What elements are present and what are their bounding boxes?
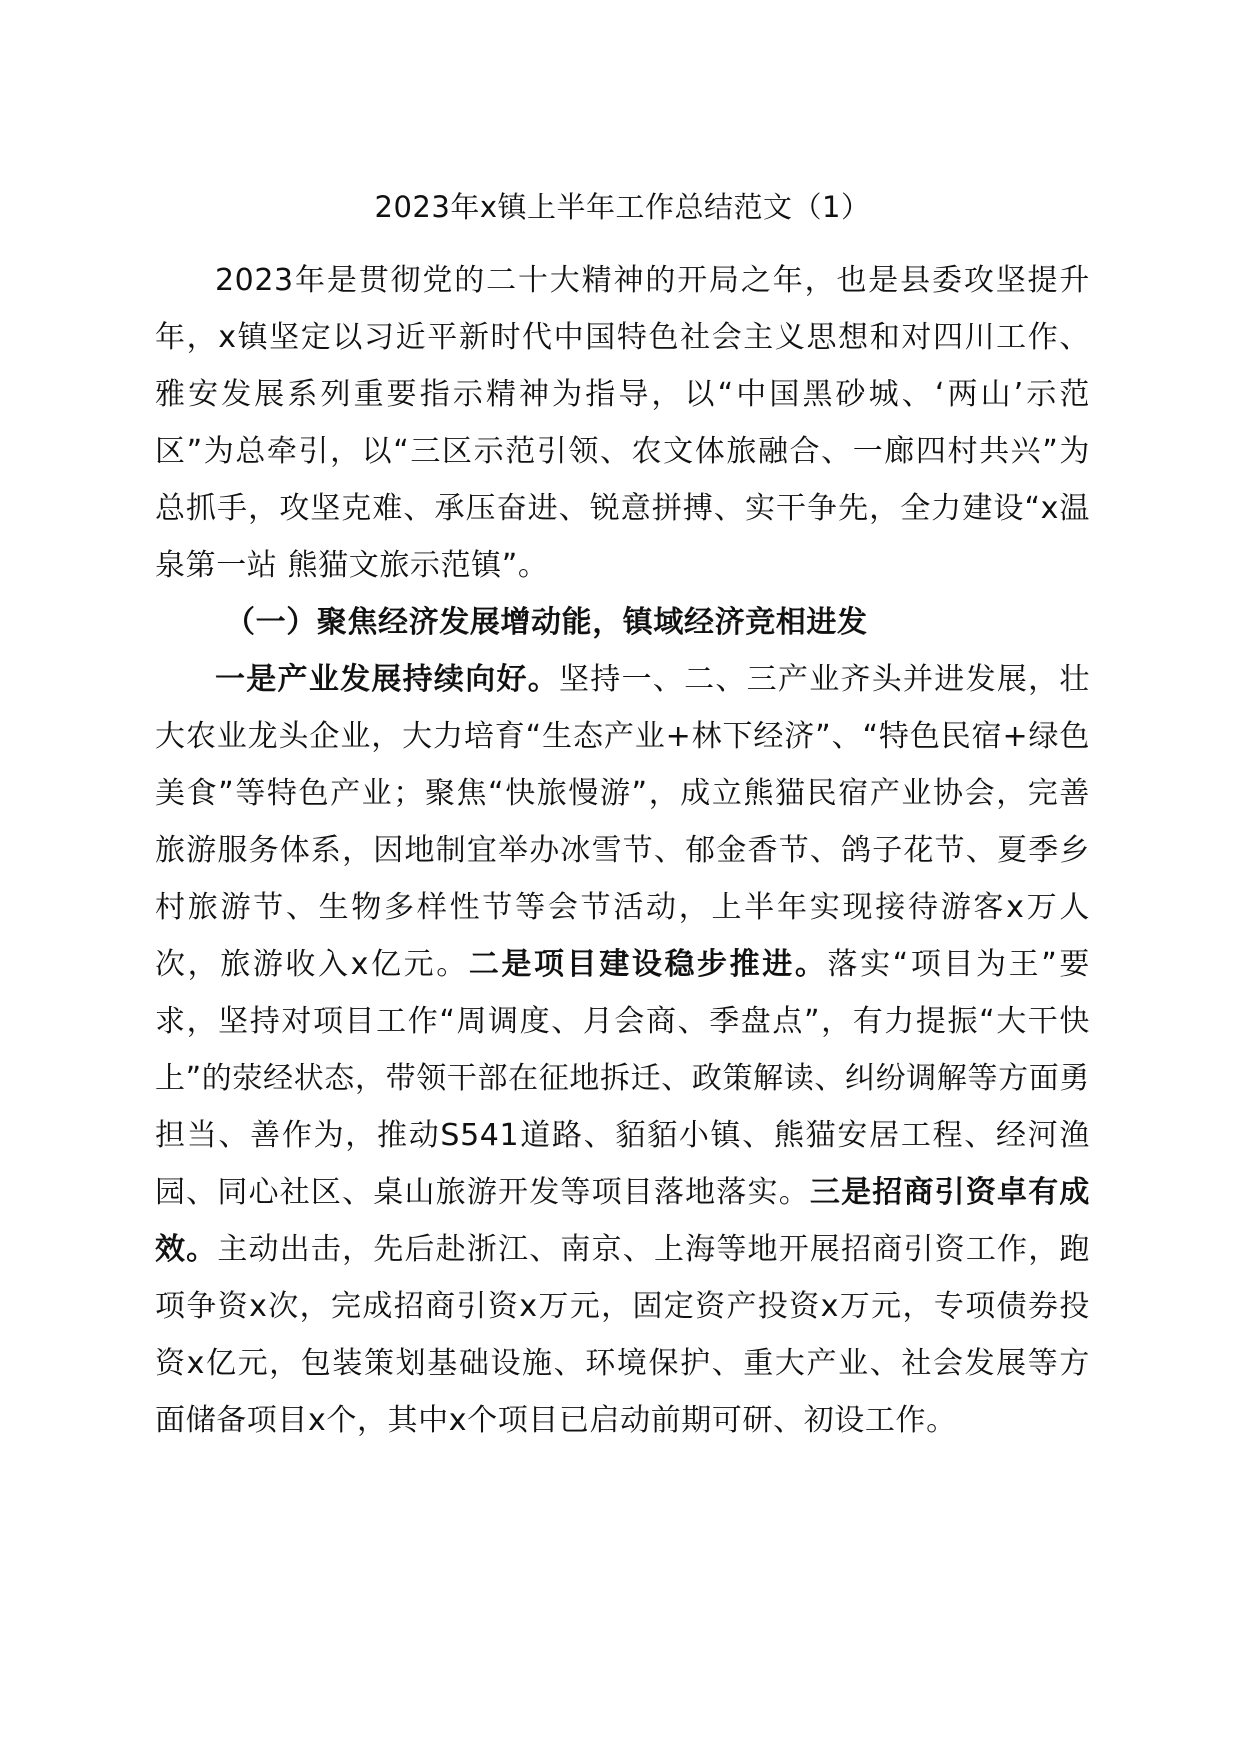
text-investment: 主动出击，先后赴浙江、南京、上海等地开展招商引资工作，跑项争资x次，完成招商引资x万元，固定资产投资x万元，专项债券投资x亿元，包装策划基础设施、环境保护、重大产业、社会发展等方面储备项目x个，其中x个项目已启动前期可研、初设工作。: [155, 1232, 1090, 1438]
section-body-paragraph: [155, 651, 1090, 1449]
lead-industry: 一是产业发展持续向好。: [215, 662, 560, 697]
lead-investment: 三是招商引资卓有成效。: [155, 1175, 1090, 1267]
intro-paragraph: 2023年是贯彻党的二十大精神的开局之年，也是县委攻坚提升年，x镇坚定以习近平新时代中国特色社会主义思想和对四川工作、雅安发展系列重要指示精神为指导，以“中国黑砂城、‘两山’示范区”为总牵引，以“三区示范引领、农文体旅融合、一廊四村共兴”为总抓手，攻坚克难、承压奋进、锐意拼搏、实干争先，全力建设“x温泉第一站 熊猫文旅示范镇”。: [155, 263, 1090, 583]
text-industry: 坚持一、二、三产业齐头并进发展，壮大农业龙头企业，大力培育“生态产业+林下经济”、“特色民宿+绿色美食”等特色产业；聚焦“快旅慢游”，成立熊猫民宿产业协会，完善旅游服务体系，因地制宜举办冰雪节、郁金香节、鸽子花节、夏季乡村旅游节、生物多样性节等会节活动，上半年实现接待游客x万人次，旅游收入x亿元。: [155, 662, 1090, 982]
document-title: 2023年x镇上半年工作总结范文（1）: [374, 190, 871, 224]
lead-projects: 二是项目建设稳步推进。: [468, 947, 828, 982]
text-projects: 落实“项目为王”要求，坚持对项目工作“周调度、月会商、季盘点”，有力提振“大干快上”的荥经状态，带领干部在征地拆迁、政策解读、纠纷调解等方面勇担当、善作为，推动S541道路、貊貊小镇、熊猫安居工程、经河渔园、同心社区、桌山旅游开发等项目落地落实。: [155, 947, 1090, 1210]
section-heading: （一）聚焦经济发展增动能，镇域经济竞相进发: [225, 605, 868, 640]
